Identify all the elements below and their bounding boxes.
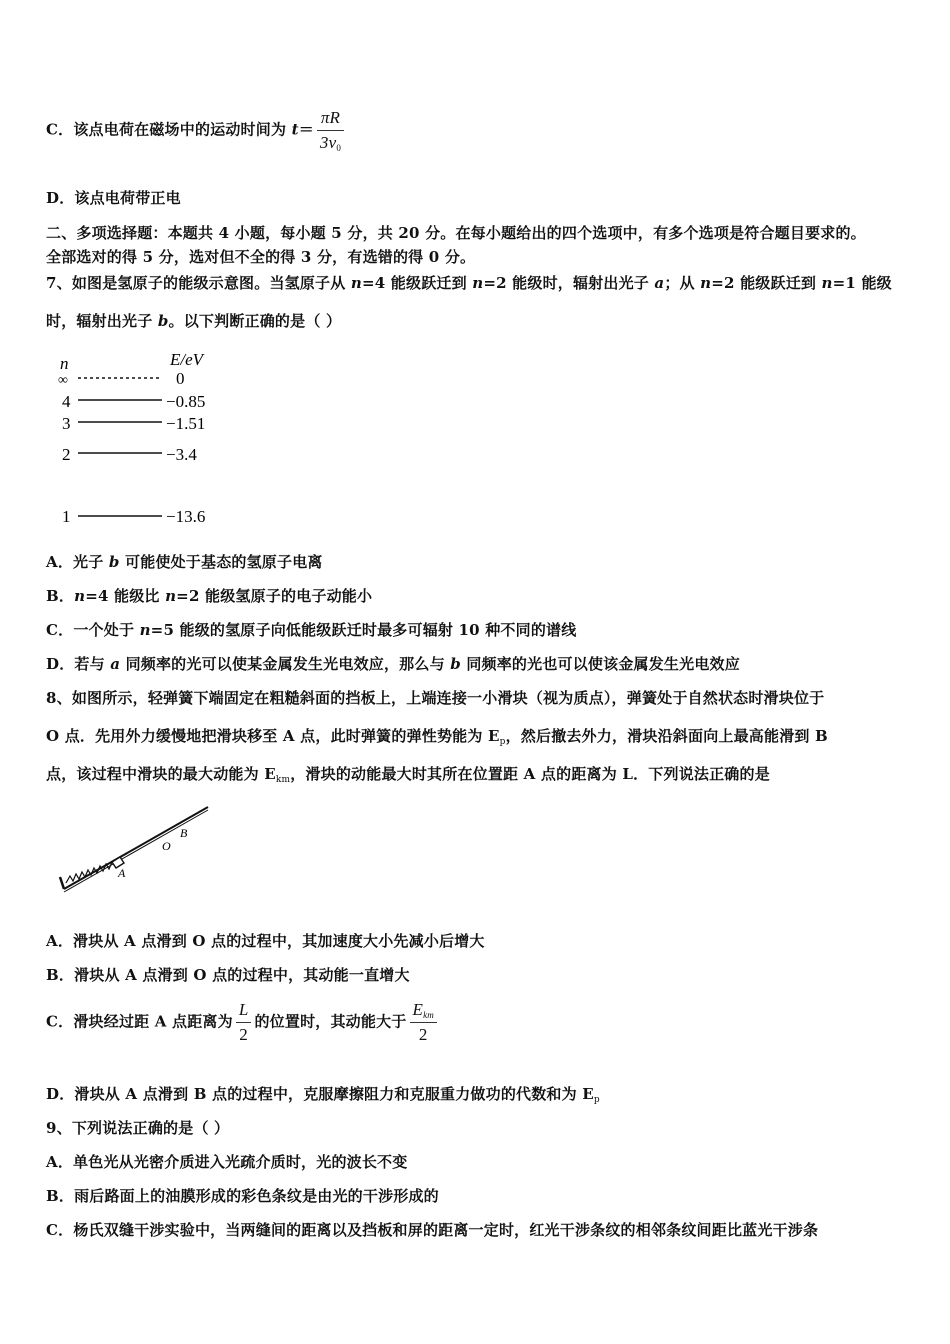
energy-level-diagram <box>52 345 232 530</box>
q7-stem2-b: b <box>157 312 169 330</box>
q8-option-c <box>46 1000 440 1045</box>
q6-option-c <box>46 108 347 153</box>
q7-b-t2: =4 能级比 <box>85 587 166 605</box>
level-4-e: −0.85 <box>166 392 206 411</box>
point-b-label: B <box>180 826 188 840</box>
q6-fraction-numerator: πR <box>320 108 341 127</box>
q7-stem-t5: =2 能级跃迁到 <box>711 274 822 292</box>
q7-d-t1: D．若与 <box>46 655 111 673</box>
q7-c-n: n <box>139 621 151 639</box>
q9-stem: 9、下列说法正确的是（ ） <box>46 1119 230 1137</box>
level-1-e: −13.6 <box>166 507 206 526</box>
q8-c-frac2-num <box>410 1000 438 1022</box>
n-axis-label: n <box>60 354 69 373</box>
q8-c-t1: C．滑块经过距 A 点距离为 <box>46 1012 233 1031</box>
q9-option-a: A．单色光从光密介质进入光疏介质时，光的波长不变 <box>46 1153 408 1171</box>
q9-option-c: C．杨氏双缝干涉实验中，当两缝间的距离以及挡板和屏的距离一定时，红光干涉条纹的相邻条纹间距比蓝光干涉条 <box>46 1221 819 1239</box>
q7-option-a <box>46 551 323 572</box>
level-2-e: −3.4 <box>166 445 197 464</box>
point-a-label: A <box>118 866 126 880</box>
level-3-e: −1.51 <box>166 414 206 433</box>
q7-stem-a: a <box>654 274 665 292</box>
q7-stem-n4: n <box>821 274 833 292</box>
q6-time-fraction <box>317 108 344 153</box>
point-o-label: O <box>162 839 171 853</box>
level-inf-n: ∞ <box>58 373 68 388</box>
q8-c-frac1-num: L <box>238 1000 249 1019</box>
q7-stem-t2: =4 能级跃迁到 <box>361 274 473 292</box>
q7-option-d <box>46 653 740 674</box>
q7-stem-t1: 7、如图是氢原子的能级示意图。当氢原子从 <box>46 274 351 292</box>
q7-b-n1: n <box>74 587 86 605</box>
q7-c-t1: C．一个处于 <box>46 621 140 639</box>
q9-option-b: B．雨后路面上的油膜形成的彩色条纹是由光的干涉形成的 <box>46 1187 439 1205</box>
q8-stem3-t1: 点，该过程中滑块的最大动能为 E <box>46 765 276 783</box>
q8-d-t1: D．滑块从 A 点滑到 B 点的过程中，克服摩擦阻力和克服重力做功的代数和为 E <box>46 1085 594 1103</box>
q7-stem-t4: ；从 <box>664 274 701 292</box>
q8-option-d <box>46 1083 600 1105</box>
q8-option-a: A．滑块从 A 点滑到 O 点的过程中，其加速度大小先减小后增大 <box>46 932 485 950</box>
q8-c-fraction-ekm <box>410 1000 438 1045</box>
q7-b-n2: n <box>165 587 177 605</box>
level-2-n: 2 <box>62 445 71 464</box>
q7-d-t3: 同频率的光也可以使该金属发生光电效应 <box>460 655 740 673</box>
q6-den-sub: 0 <box>336 143 342 153</box>
q7-a-t1: A．光子 <box>46 553 109 571</box>
q7-stem-t6: =1 能级 <box>832 274 892 292</box>
section2-line1: 二、多项选择题：本题共 4 小题，每小题 5 分，共 20 分。在每小题给出的四个选项中，有多个选项是符合题目要求的。 <box>46 224 866 242</box>
e-axis-label: E/eV <box>170 350 204 369</box>
stop-plate <box>60 877 64 889</box>
q7-option-c <box>46 619 576 640</box>
q8-stem-line3 <box>46 763 770 785</box>
q7-stem-line1 <box>46 272 892 293</box>
q7-stem-n3: n <box>700 274 712 292</box>
q8-stem-line2 <box>46 725 828 747</box>
q6-fraction-denominator <box>317 130 344 153</box>
q7-a-t2: 可能使处于基态的氢原子电离 <box>119 553 323 571</box>
level-4-n: 4 <box>62 392 71 411</box>
q7-c-t2: =5 能级的氢原子向低能级跃迁时最多可辐射 10 种不同的谱线 <box>150 621 577 639</box>
q7-d-t2: 同频率的光可以使某金属发生光电效应，那么与 <box>120 655 451 673</box>
q8-d-sub: p <box>593 1095 600 1105</box>
level-3-n: 3 <box>62 414 71 433</box>
q8-c-frac2-den: 2 <box>410 1022 438 1045</box>
q8-c-t2: 的位置时，其动能大于 <box>254 1012 407 1031</box>
q8-c-frac2-num-sub: km <box>423 1010 434 1020</box>
q8-stem2-t2: ，然后撤去外力，滑块沿斜面向上最高能滑到 B <box>505 727 828 745</box>
q7-stem-n1: n <box>350 274 362 292</box>
level-inf-e: 0 <box>176 369 185 388</box>
q6-option-c-text: C．该点电荷在磁场中的运动时间为 <box>46 120 292 139</box>
q7-d-b: b <box>450 655 461 673</box>
q8-c-frac1-den: 2 <box>236 1022 252 1045</box>
q6-option-d: D．该点电荷带正电 <box>46 189 181 207</box>
q7-stem-t3: =2 能级时，辐射出光子 <box>483 274 655 292</box>
q6-option-c-var: t <box>291 120 299 139</box>
q7-b-t3: =2 能级氢原子的电子动能小 <box>176 587 373 605</box>
q7-a-b: b <box>108 553 120 571</box>
q8-stem3-sub: km <box>275 775 291 785</box>
q7-option-b <box>46 585 372 606</box>
q7-d-a: a <box>110 655 121 673</box>
q8-stem-line1: 8、如图所示，轻弹簧下端固定在粗糙斜面的挡板上，上端连接一小滑块（视为质点），弹簧处于自然状态时滑块位于 <box>46 689 825 707</box>
q7-stem-n2: n <box>472 274 484 292</box>
q6-option-c-eq: ＝ <box>298 120 314 139</box>
section2-line2: 全部选对的得 5 分，选对但不全的得 3 分，有选错的得 0 分。 <box>46 248 476 266</box>
incline-bottom-edge <box>64 810 208 892</box>
q8-stem2-t1: O 点．先用外力缓慢地把滑块移至 A 点，此时弹簧的弹性势能为 E <box>46 727 500 745</box>
q8-c-frac2-num-e: E <box>412 1000 424 1019</box>
q8-option-b: B．滑块从 A 点滑到 O 点的过程中，其动能一直增大 <box>46 966 410 984</box>
q7-b-t1: B． <box>46 587 75 605</box>
incline-spring-figure <box>56 803 216 898</box>
q7-stem2-t2: 。以下判断正确的是（ ） <box>168 312 342 330</box>
level-1-n: 1 <box>62 507 71 526</box>
q7-stem-line2 <box>46 310 341 331</box>
q8-c-fraction-l <box>236 1000 252 1045</box>
q6-den-text: 3v <box>319 133 337 152</box>
q7-stem2-t1: 时，辐射出光子 <box>46 312 158 330</box>
q8-stem3-t2: ，滑块的动能最大时其所在位置距 A 点的距离为 L．下列说法正确的是 <box>290 765 770 783</box>
spring <box>66 862 112 883</box>
q8-stem2-sub: p <box>499 737 506 747</box>
